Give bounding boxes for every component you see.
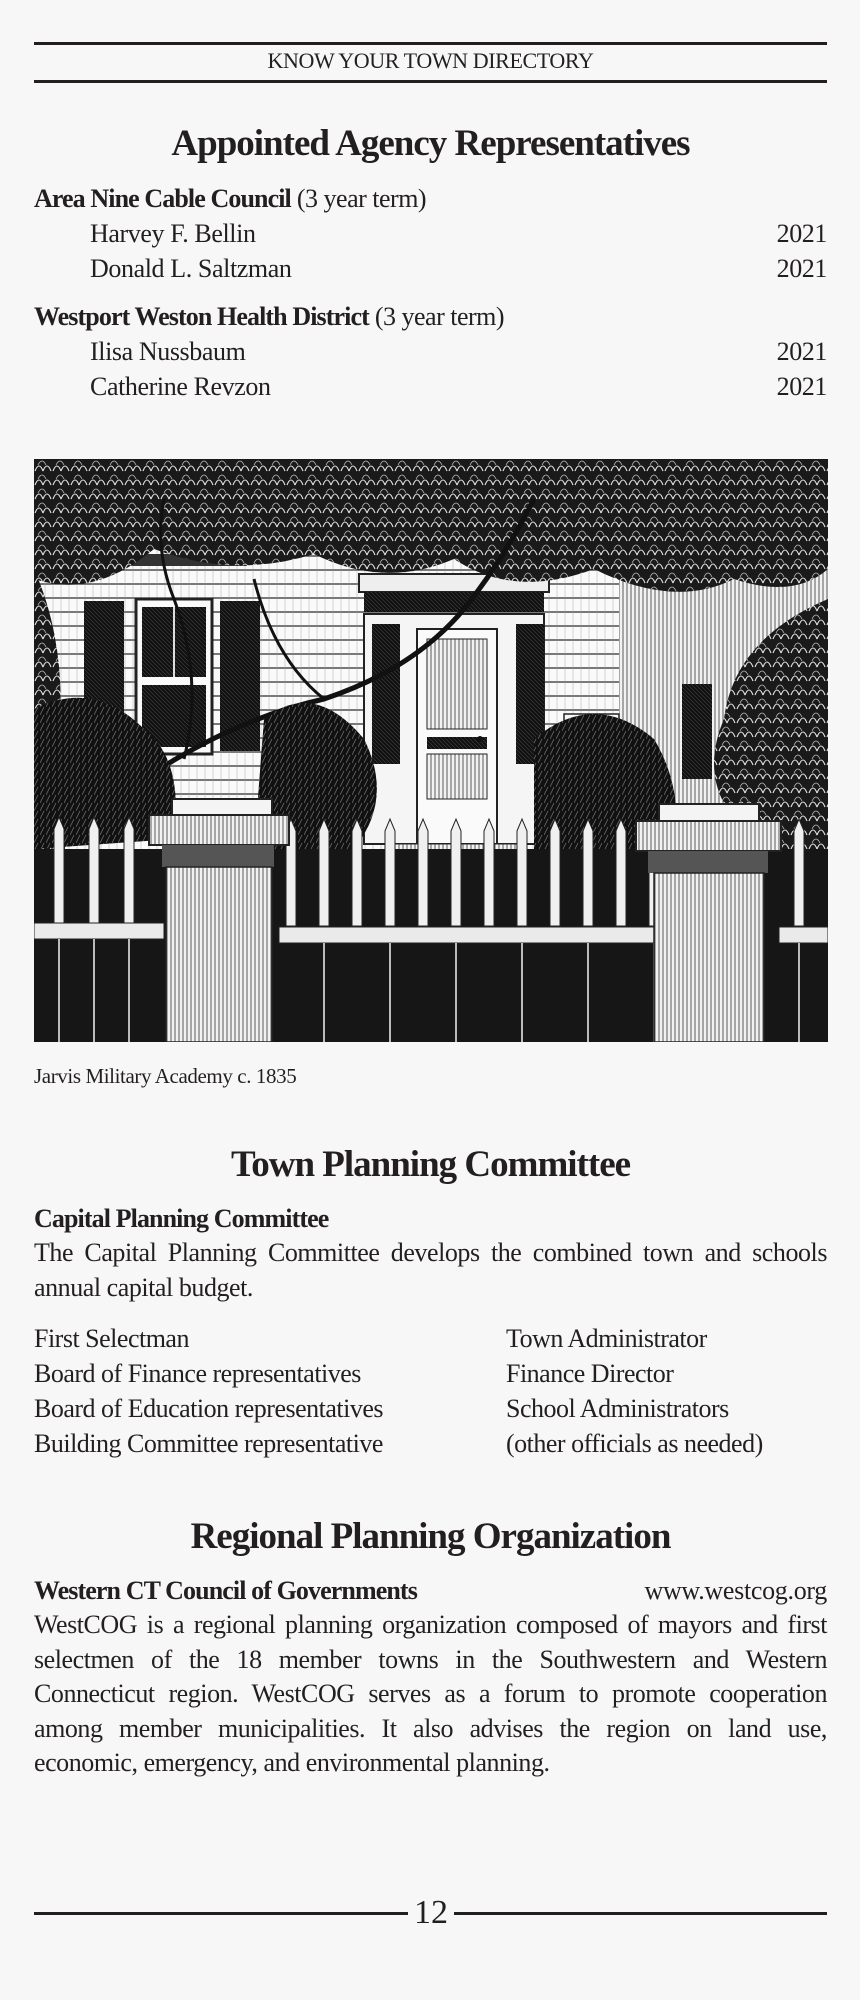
group-name: Area Nine Cable Council [34, 184, 291, 213]
committee-name: Capital Planning Committee [34, 1204, 329, 1233]
member-term-year: 2021 [776, 372, 827, 401]
illustration-jarvis-academy [34, 459, 828, 1042]
member-row [90, 369, 827, 404]
section-title-regional: Regional Planning Organization [190, 1516, 671, 1557]
committee-member: First Selectman [34, 1324, 189, 1353]
member-name: Ilisa Nussbaum [90, 337, 246, 366]
page-number: 12 [408, 1893, 454, 1933]
group-term: (3 year term) [374, 302, 505, 331]
member-term-year: 2021 [776, 254, 827, 283]
running-head: KNOW YOUR TOWN DIRECTORY [267, 48, 594, 73]
committee-member: (other officials as needed) [506, 1429, 763, 1458]
regional-description: WestCOG is a regional planning organization composed of mayors and first selectmen of the 18 member towns in the Southwestern and Western Connecticut region. WestCOG serves as a forum to promote cooperation among member municipalities. It also advises the region on land use, economic, emergency, and environmental planning. [34, 1610, 827, 1777]
regional-org-name: Western CT Council of Governments [34, 1576, 417, 1605]
member-row [90, 251, 827, 286]
member-row [90, 216, 827, 251]
regional-org-url[interactable]: www.westcog.org [644, 1576, 827, 1605]
header-bottom-rule [34, 80, 827, 83]
committee-member: Finance Director [506, 1359, 674, 1388]
committee-description: The Capital Planning Committee develops the combined town and schools annual capital budget. [34, 1238, 827, 1302]
member-row [90, 334, 827, 369]
committee-member: Board of Finance representatives [34, 1359, 361, 1388]
member-term-year: 2021 [776, 219, 827, 248]
section-title-town-planning: Town Planning Committee [230, 1144, 631, 1185]
header-top-rule [34, 42, 827, 45]
illustration-caption: Jarvis Military Academy c. 1835 [34, 1064, 297, 1088]
section-title-appointed: Appointed Agency Representatives [171, 123, 690, 164]
group-term: (3 year term) [296, 184, 427, 213]
committee-members-left [34, 1321, 383, 1461]
regional-org-header [34, 1573, 827, 1608]
member-term-year: 2021 [776, 337, 827, 366]
member-name: Harvey F. Bellin [90, 219, 256, 248]
group-header [34, 299, 827, 334]
committee-member: Building Committee representative [34, 1429, 383, 1458]
committee-member: School Administrators [506, 1394, 729, 1423]
member-name: Catherine Revzon [90, 372, 271, 401]
group-name: Westport Weston Health District [34, 302, 369, 331]
committee-members-right [506, 1321, 763, 1461]
group-header [34, 181, 827, 216]
member-name: Donald L. Saltzman [90, 254, 292, 283]
committee-member: Board of Education representatives [34, 1394, 384, 1423]
committee-member: Town Administrator [506, 1324, 707, 1353]
